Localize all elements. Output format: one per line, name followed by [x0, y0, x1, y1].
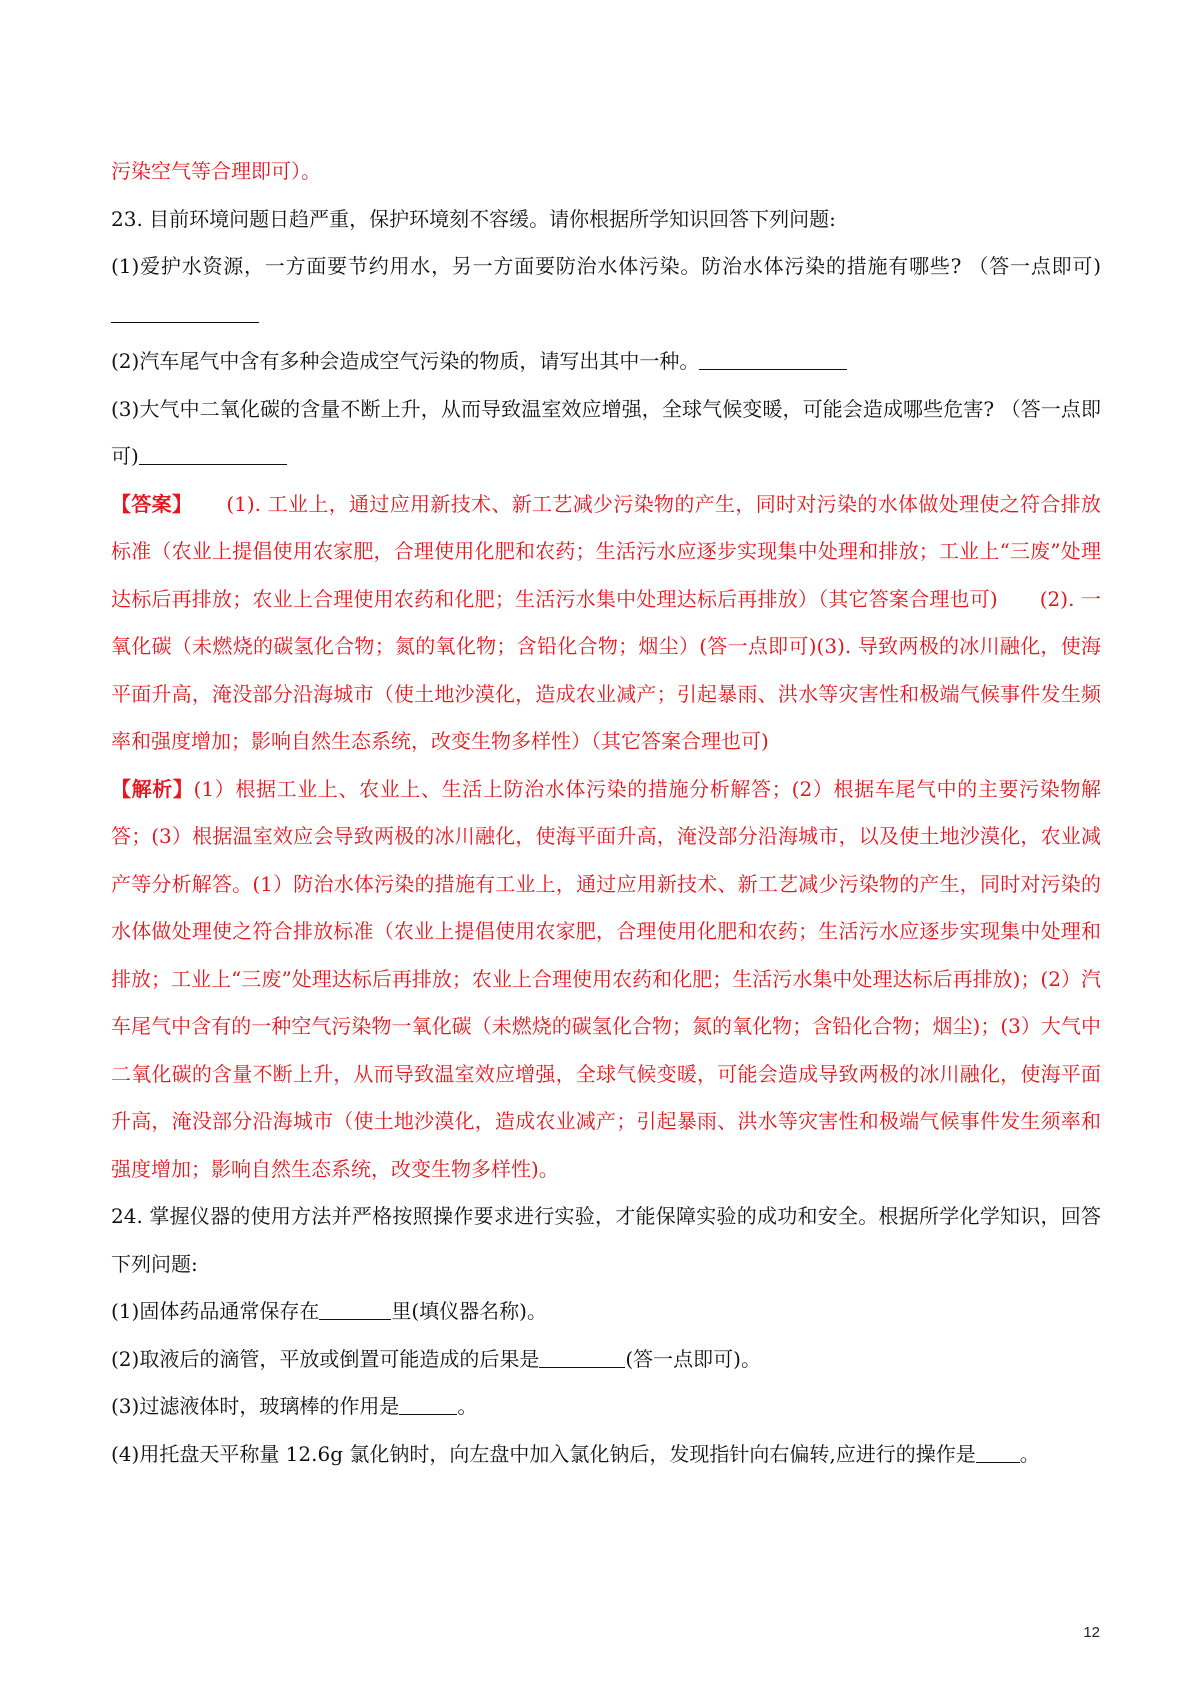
question-23-answer	[111, 481, 1101, 766]
question-23-analysis	[111, 766, 1101, 1194]
question-24-part-2-suffix: (答一点即可)。	[625, 1346, 761, 1371]
page-content	[111, 148, 1101, 1478]
answer-blank	[539, 1347, 625, 1368]
previous-answer-tail: 污染空气等合理即可）。	[111, 159, 321, 183]
answer-blank	[139, 444, 287, 465]
question-24-part-3-text: (3)过滤液体时，玻璃棒的作用是	[111, 1394, 400, 1418]
question-23-part-2-text: (2)汽车尾气中含有多种会造成空气污染的物质，请写出其中一种。	[111, 349, 700, 373]
question-24-part-4-text: (4)用托盘天平称量 12.6g 氯化钠时，向左盘中加入氯化钠后，发现指针向右偏转,应进行的操作是	[111, 1441, 976, 1466]
answer-part-2: (2). 一氧化碳（未燃烧的碳氢化合物；氮的氧化物；含铅化合物；烟尘）(答一点即可)	[111, 586, 1101, 658]
page-number: 12	[1083, 1624, 1100, 1641]
answer-tag: 【答案】	[111, 491, 193, 516]
question-24-part-2-text: (2)取液后的滴管，平放或倒置可能造成的后果是	[111, 1346, 540, 1371]
answer-blank	[976, 1442, 1020, 1463]
question-23-part-1	[111, 243, 1101, 338]
question-24-part-2	[111, 1336, 1101, 1384]
question-23-part-1-text: (1)爱护水资源，一方面要节约用水，另一方面要防治水体污染。防治水体污染的措施有哪些? （答一点即可)	[111, 254, 1101, 278]
question-23-part-3	[111, 386, 1101, 481]
question-24-part-4	[111, 1431, 1101, 1479]
analysis-tag: 【解析】	[111, 776, 194, 801]
question-24-part-1-suffix: 里(填仪器名称)。	[391, 1299, 547, 1323]
question-24-part-4-suffix: 。	[1019, 1441, 1040, 1466]
answer-part-3: (3). 导致两极的冰川融化，使海平面升高，淹没部分沿海城市（使土地沙漠化，造成农业减产；引起暴雨、洪水等灾害性和极端气候事件发生频率和强度增加；影响自然生态系统，改变生物多样性）（其它答案合理也可)	[111, 634, 1101, 753]
answer-part-1: (1). 工业上，通过应用新技术、新工艺减少污染物的产生，同时对污染的水体做处理使之符合排放标准（农业上提倡使用农家肥，合理使用化肥和农药；生活污水应逐步实现集中处理和排放；工业上“三废”处理达标后再排放；农业上合理使用农药和化肥；生活污水集中处理达标后再排放）（其它答案合理也可)	[111, 491, 1102, 611]
question-23-stem: 23. 目前环境问题日趋严重，保护环境刻不容缓。请你根据所学知识回答下列问题:	[111, 206, 836, 231]
question-24-part-1	[111, 1288, 1101, 1336]
question-24-part-3-suffix: 。	[457, 1394, 478, 1418]
answer-blank	[111, 302, 259, 323]
answer-blank	[699, 349, 847, 370]
question-23-part-3-text: (3)大气中二氧化碳的含量不断上升，从而导致温室效应增强，全球气候变暖，可能会造成哪些危害? （答一点即可)	[111, 396, 1101, 468]
analysis-text: (1）根据工业上、农业上、生活上防治水体污染的措施分析解答；(2）根据车尾气中的主要污染物解答；(3）根据温室效应会导致两极的冰川融化，使海平面升高，淹没部分沿海城市，以及使土地沙漠化，农业减产等分析解答。(1）防治水体污染的措施有工业上，通过应用新技术、新工艺减少污染物的产生，同时对污染的水体做处理使之符合排放标准（农业上提倡使用农家肥，合理使用化肥和农药；生活污水应逐步实现集中处理和排放；工业上“三废”处理达标后再排放；农业上合理使用农药和化肥；生活污水集中处理达标后再排放)；(2）汽车尾气中含有的一种空气污染物一氧化碳（未燃烧的碳氢化合物；氮的氧化物；含铅化合物；烟尘)；(3）大气中二氧化碳的含量不断上升，从而导致温室效应增强，全球气候变暖，可能会造成导致两极的冰川融化，使海平面升高，淹没部分沿海城市（使土地沙漠化，造成农业减产；引起暴雨、洪水等灾害性和极端气候事件发生须率和强度增加；影响自然生态系统，改变生物多样性)。	[111, 776, 1102, 1181]
answer-blank	[399, 1394, 457, 1415]
question-24-stem: 24. 掌握仪器的使用方法并严格按照操作要求进行实验，才能保障实验的成功和安全。根据所学化学知识，回答下列问题:	[111, 1204, 1101, 1276]
question-23	[111, 196, 1101, 1194]
question-24-part-1-text: (1)固体药品通常保存在	[111, 1299, 320, 1323]
question-23-part-2	[111, 338, 1101, 386]
question-24	[111, 1193, 1101, 1478]
answer-blank	[319, 1299, 391, 1320]
question-24-part-3	[111, 1383, 1101, 1431]
